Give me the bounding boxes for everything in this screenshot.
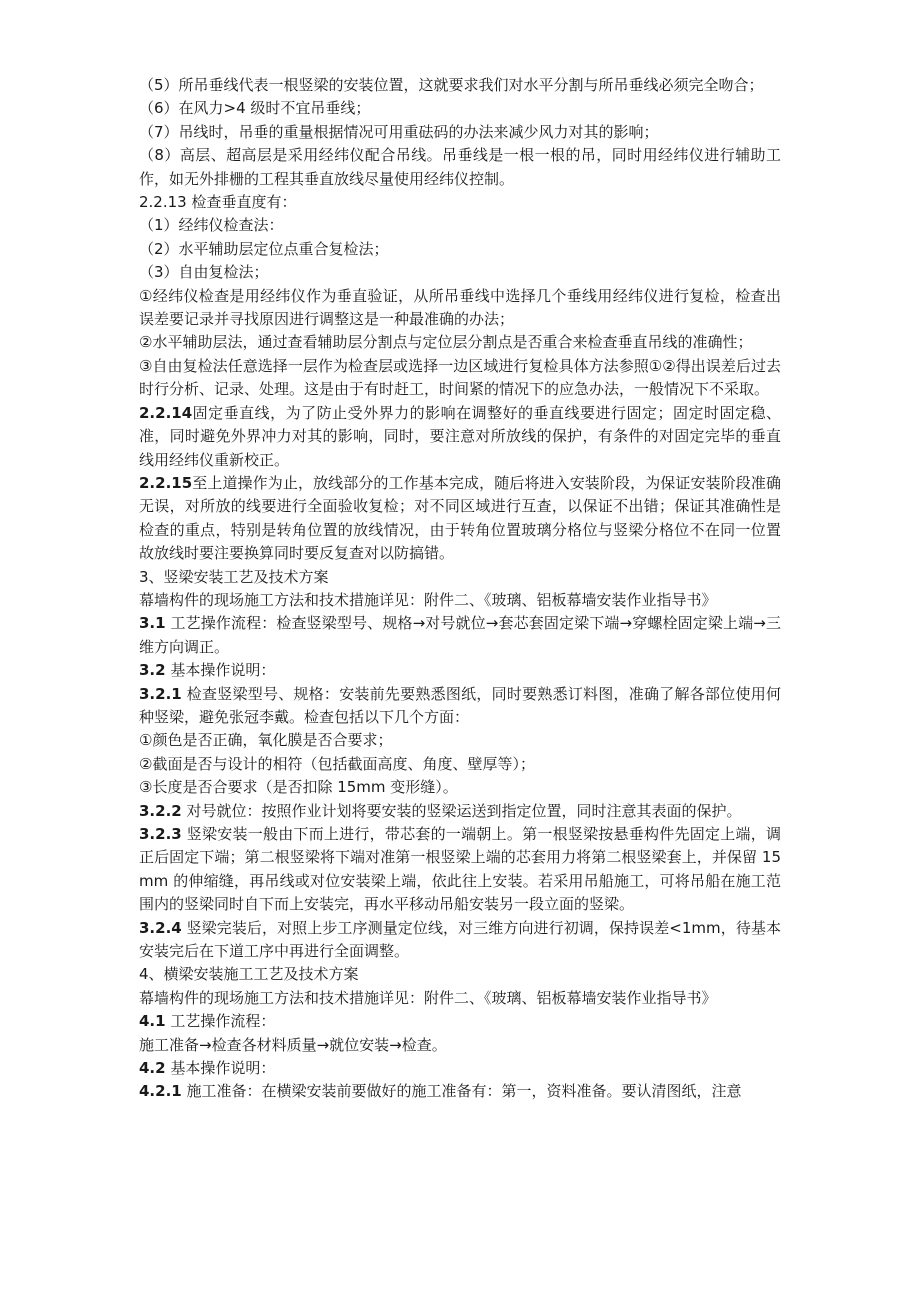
section-number: 3.2.2 bbox=[139, 801, 182, 820]
paragraph: ③自由复检法任意选择一层作为检查层或选择一边区域进行复检具体方法参照①②得出误差后过去时行分析、记录、处理。这是由于有时赶工，时间紧的情况下的应急办法，一般情况下不采取。 bbox=[139, 356, 781, 399]
paragraph: （8）高层、超高层是采用经纬仪配合吊线。吊垂线是一根一根的吊，同时用经纬仪进行辅助工作，如无外排栅的工程其垂直放线尽量使用经纬仪控制。 bbox=[139, 146, 781, 188]
section-number: 3.2.1 bbox=[139, 684, 182, 703]
paragraph: 幕墙构件的现场施工方法和技术措施详见：附件二、《玻璃、铝板幕墙安装作业指导书》 bbox=[139, 590, 717, 609]
numbered-paragraph: 4.1 工艺操作流程： bbox=[139, 1012, 276, 1031]
numbered-paragraph: 2.2.15至上道操作为止，放线部分的工作基本完成，随后将进入安装阶段，为保证安装阶段准确无误，对所放的线要进行全面验收复检；对不同区域进行互查，以保证不出错；保证其准确性是检查的重点，特别是转角位置的放线情况，由于转角位置玻璃分格位与竖梁分格位不在同一位置故放线时要注要换算同时要反复查对以防搞错。 bbox=[139, 473, 781, 563]
paragraph: 幕墙构件的现场施工方法和技术措施详见：附件二、《玻璃、铝板幕墙安装作业指导书》 bbox=[139, 988, 717, 1007]
numbered-paragraph: 3.2.3 竖梁安装一般由下而上进行，带芯套的一端朝上。第一根竖梁按悬垂构件先固定上端，调正后固定下端；第二根竖梁将下端对准第一根竖梁上端的芯套用力将第二根竖梁套上，并保留 15mm 的伸缩缝，再吊线或对位安装梁上端，依此往上安装。若采用吊船施工，可将吊船在施工范围内的竖梁同时自下而上安装完，再水平移动吊船安装另一段立面的竖梁。 bbox=[139, 825, 781, 914]
section-number: 3.2.3 bbox=[139, 825, 182, 843]
section-number: 3.1 bbox=[139, 614, 166, 633]
section-heading: 2.2.13 检查垂直度有： bbox=[139, 193, 297, 212]
paragraph: （7）吊线时，吊垂的重量根据情况可用重砝码的办法来减少风力对其的影响； bbox=[139, 122, 659, 141]
paragraph: 施工准备→检查各材料质量→就位安装→检查。 bbox=[139, 1035, 447, 1054]
section-number: 2.2.14 bbox=[139, 403, 193, 422]
numbered-paragraph: 4.2.1 施工准备：在横梁安装前要做好的施工准备有：第一，资料准备。要认清图纸，注意 bbox=[139, 1082, 742, 1101]
section-number: 4.1 bbox=[139, 1012, 166, 1031]
paragraph: ①经纬仪检查是用经纬仪作为垂直验证，从所吊垂线中选择几个垂线用经纬仪进行复检，检查出误差要记录并寻找原因进行调整这是一种最准确的办法； bbox=[139, 286, 781, 329]
paragraph: （1）经纬仪检查法： bbox=[139, 216, 284, 235]
numbered-paragraph: 3.1 工艺操作流程：检查竖梁型号、规格→对号就位→套芯套固定梁下端→穿螺栓固定梁上端→三维方向调正。 bbox=[139, 614, 781, 656]
section-heading: 3、竖梁安装工艺及技术方案 bbox=[139, 567, 329, 586]
numbered-paragraph: 4.2 基本操作说明： bbox=[139, 1059, 276, 1078]
paragraph: ①颜色是否正确，氧化膜是否合要求； bbox=[139, 731, 393, 750]
numbered-paragraph: 2.2.14固定垂直线，为了防止受外界力的影响在调整好的垂直线要进行固定；固定时固定稳、准，同时避免外界冲力对其的影响，同时，要注意对所放线的保护，有条件的对固定完毕的垂直线用经纬仪重新校正。 bbox=[139, 403, 781, 469]
paragraph: （6）在风力>4 级时不宜吊垂线； bbox=[139, 99, 371, 118]
numbered-paragraph: 3.2 基本操作说明： bbox=[139, 661, 276, 680]
section-number: 4.2.1 bbox=[139, 1082, 182, 1101]
paragraph: ②截面是否与设计的相符（包括截面高度、角度、壁厚等）； bbox=[139, 754, 535, 773]
section-number: 3.2.4 bbox=[139, 918, 182, 937]
section-number: 2.2.15 bbox=[139, 473, 193, 492]
paragraph: （5）所吊垂线代表一根竖梁的安装位置，这就要求我们对水平分割与所吊垂线必须完全吻合； bbox=[139, 76, 764, 94]
paragraph: （2）水平辅助层定位点重合复检法； bbox=[139, 239, 389, 258]
paragraph: （3）自由复检法； bbox=[139, 263, 269, 282]
numbered-paragraph: 3.2.1 检查竖梁型号、规格：安装前先要熟悉图纸，同时要熟悉订料图，准确了解各部位使用何种竖梁，避免张冠李戴。检查包括以下几个方面： bbox=[139, 684, 781, 726]
paragraph: ②水平辅助层法，通过查看辅助层分割点与定位层分割点是否重合来检查垂直吊线的准确性； bbox=[139, 333, 753, 352]
section-number: 4.2 bbox=[139, 1059, 166, 1078]
section-heading: 4、横梁安装施工工艺及技术方案 bbox=[139, 965, 359, 984]
numbered-paragraph: 3.2.4 竖梁完装后，对照上步工序测量定位线，对三维方向进行初调，保持误差<1mm，待基本安装完后在下道工序中再进行全面调整。 bbox=[139, 918, 781, 961]
document-body bbox=[139, 74, 781, 1104]
paragraph: ③长度是否合要求（是否扣除 15mm 变形缝）。 bbox=[139, 778, 458, 797]
numbered-paragraph: 3.2.2 对号就位：按照作业计划将要安装的竖梁运送到指定位置，同时注意其表面的保护。 bbox=[139, 801, 742, 820]
section-number: 3.2 bbox=[139, 661, 166, 680]
